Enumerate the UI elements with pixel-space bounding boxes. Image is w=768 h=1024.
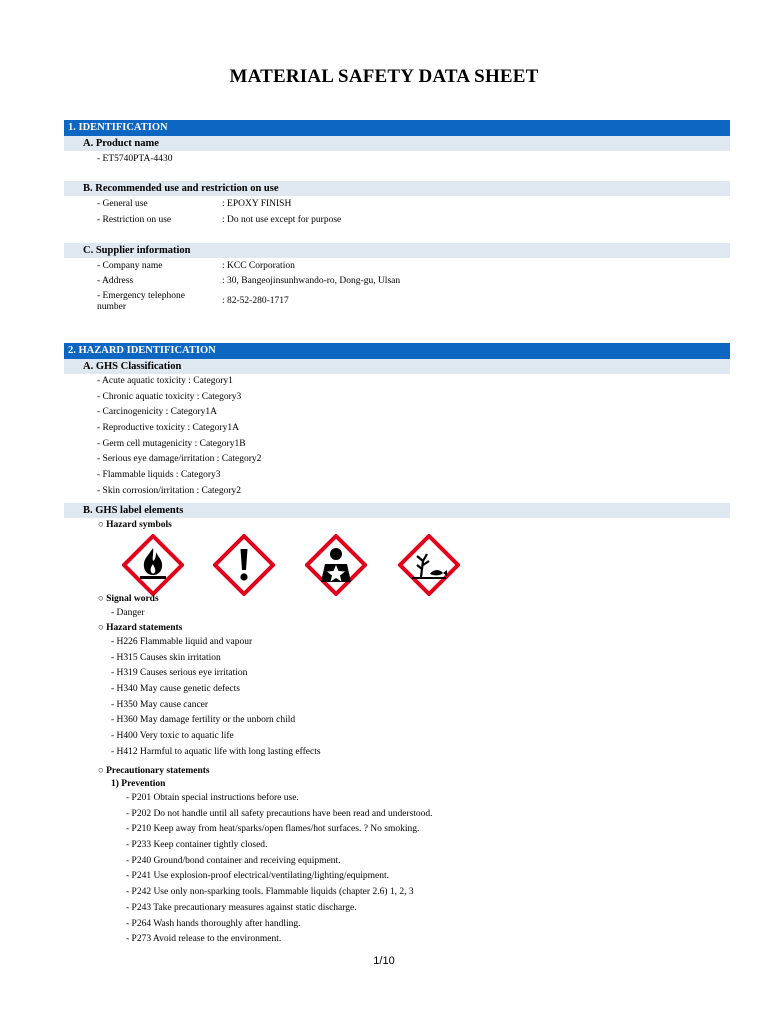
phone-value: : 82-52-280-1717 [222,296,289,306]
list-item: - H226 Flammable liquid and vapour [111,637,253,647]
list-item: - Reproductive toxicity : Category1A [97,423,239,434]
signal-word-value: - Danger [111,608,145,618]
hazard-statements-list [111,635,321,761]
general-use-value: : EPOXY FINISH [222,199,292,209]
health-hazard-pictogram-icon [305,534,367,596]
list-item: - Germ cell mutagenicity : Category1B [97,438,246,449]
hazard-symbols-label [98,519,172,531]
list-item: - Serious eye damage/irritation : Category2 [97,454,262,465]
list-item: - H360 May damage fertility or the unborn child [111,715,296,726]
list-item: - P202 Do not handle until all safety precautions have been read and understood. [126,808,433,819]
bullet-char: ○ [98,766,104,776]
list-item: - Carcinogenicity : Category1A [97,407,218,418]
bullet-char: ○ [98,594,104,604]
company-label: - Company name [97,261,163,271]
environment-pictogram-icon [398,534,460,596]
bullet-char: ○ [98,623,104,633]
recommended-use-heading: B. Recommended use and restriction on use [64,181,730,196]
signal-words-label [98,593,159,605]
section-hazard-heading: 2. HAZARD IDENTIFICATION [64,343,730,359]
hazard-statements-label [98,622,182,634]
prevention-list [126,791,433,948]
list-item: - P243 Take precautionary measures against static discharge. [126,902,357,913]
list-item: - P241 Use explosion-proof electrical/ventilating/lighting/equipment. [126,871,390,882]
list-item: - H319 Causes serious eye irritation [111,668,248,679]
company-value: : KCC Corporation [222,261,295,271]
hazard-symbols-text: Hazard symbols [106,520,172,530]
exclamation-pictogram-icon [213,534,275,596]
signal-words-text: Signal words [106,594,159,604]
list-item: - P240 Ground/bond container and receiving equipment. [126,855,341,866]
ghs-classification-heading: A. GHS Classification [64,359,730,374]
list-item: - H340 May cause genetic defects [111,684,240,695]
supplier-heading: C. Supplier information [64,243,730,258]
list-item: - H315 Causes skin irritation [111,652,221,663]
general-use-label: - General use [97,199,148,209]
restriction-label: - Restriction on use [97,215,172,225]
restriction-value: : Do not use except for purpose [222,215,342,225]
phone-label: - Emergency telephone number [97,291,185,312]
list-item: - H350 May cause cancer [111,699,209,710]
list-item: - P201 Obtain special instructions before use. [126,793,299,803]
list-item: - P264 Wash hands thoroughly after handling. [126,918,301,929]
list-item: - Acute aquatic toxicity : Category1 [97,376,233,386]
precautionary-statements-text: Precautionary statements [106,766,210,776]
list-item: - H400 Very toxic to aquatic life [111,731,234,742]
ghs-label-heading: B. GHS label elements [64,503,730,518]
list-item: - H412 Harmful to aquatic life with long lasting effects [111,746,321,757]
list-item: - Flammable liquids : Category3 [97,470,221,481]
flame-pictogram-icon [122,534,184,596]
product-name-value: - ET5740PTA-4430 [97,154,173,164]
list-item: - Skin corrosion/irritation : Category2 [97,485,242,496]
list-item: - P233 Keep container tightly closed. [126,840,268,851]
prevention-heading: 1) Prevention [111,779,166,789]
section-identification-heading: 1. IDENTIFICATION [64,120,730,136]
list-item: - P273 Avoid release to the environment. [126,934,282,945]
product-name-heading: A. Product name [64,136,730,151]
page-number: 1/10 [373,955,395,967]
hazard-statements-text: Hazard statements [106,623,183,633]
address-label: - Address [97,276,134,286]
document-title: MATERIAL SAFETY DATA SHEET [229,66,539,87]
bullet-char: ○ [98,520,104,530]
ghs-classification-list [97,374,261,500]
list-item: - Chronic aquatic toxicity : Category3 [97,391,242,402]
list-item: - P242 Use only non-sparking tools. Flammable liquids (chapter 2.6) 1, 2, 3 [126,887,414,898]
list-item: - P210 Keep away from heat/sparks/open flames/hot surfaces. ? No smoking. [126,824,420,835]
address-value: : 30, Bangeojinsunhwando-ro, Dong-gu, Ulsan [222,276,401,286]
precautionary-statements-label [98,765,210,777]
